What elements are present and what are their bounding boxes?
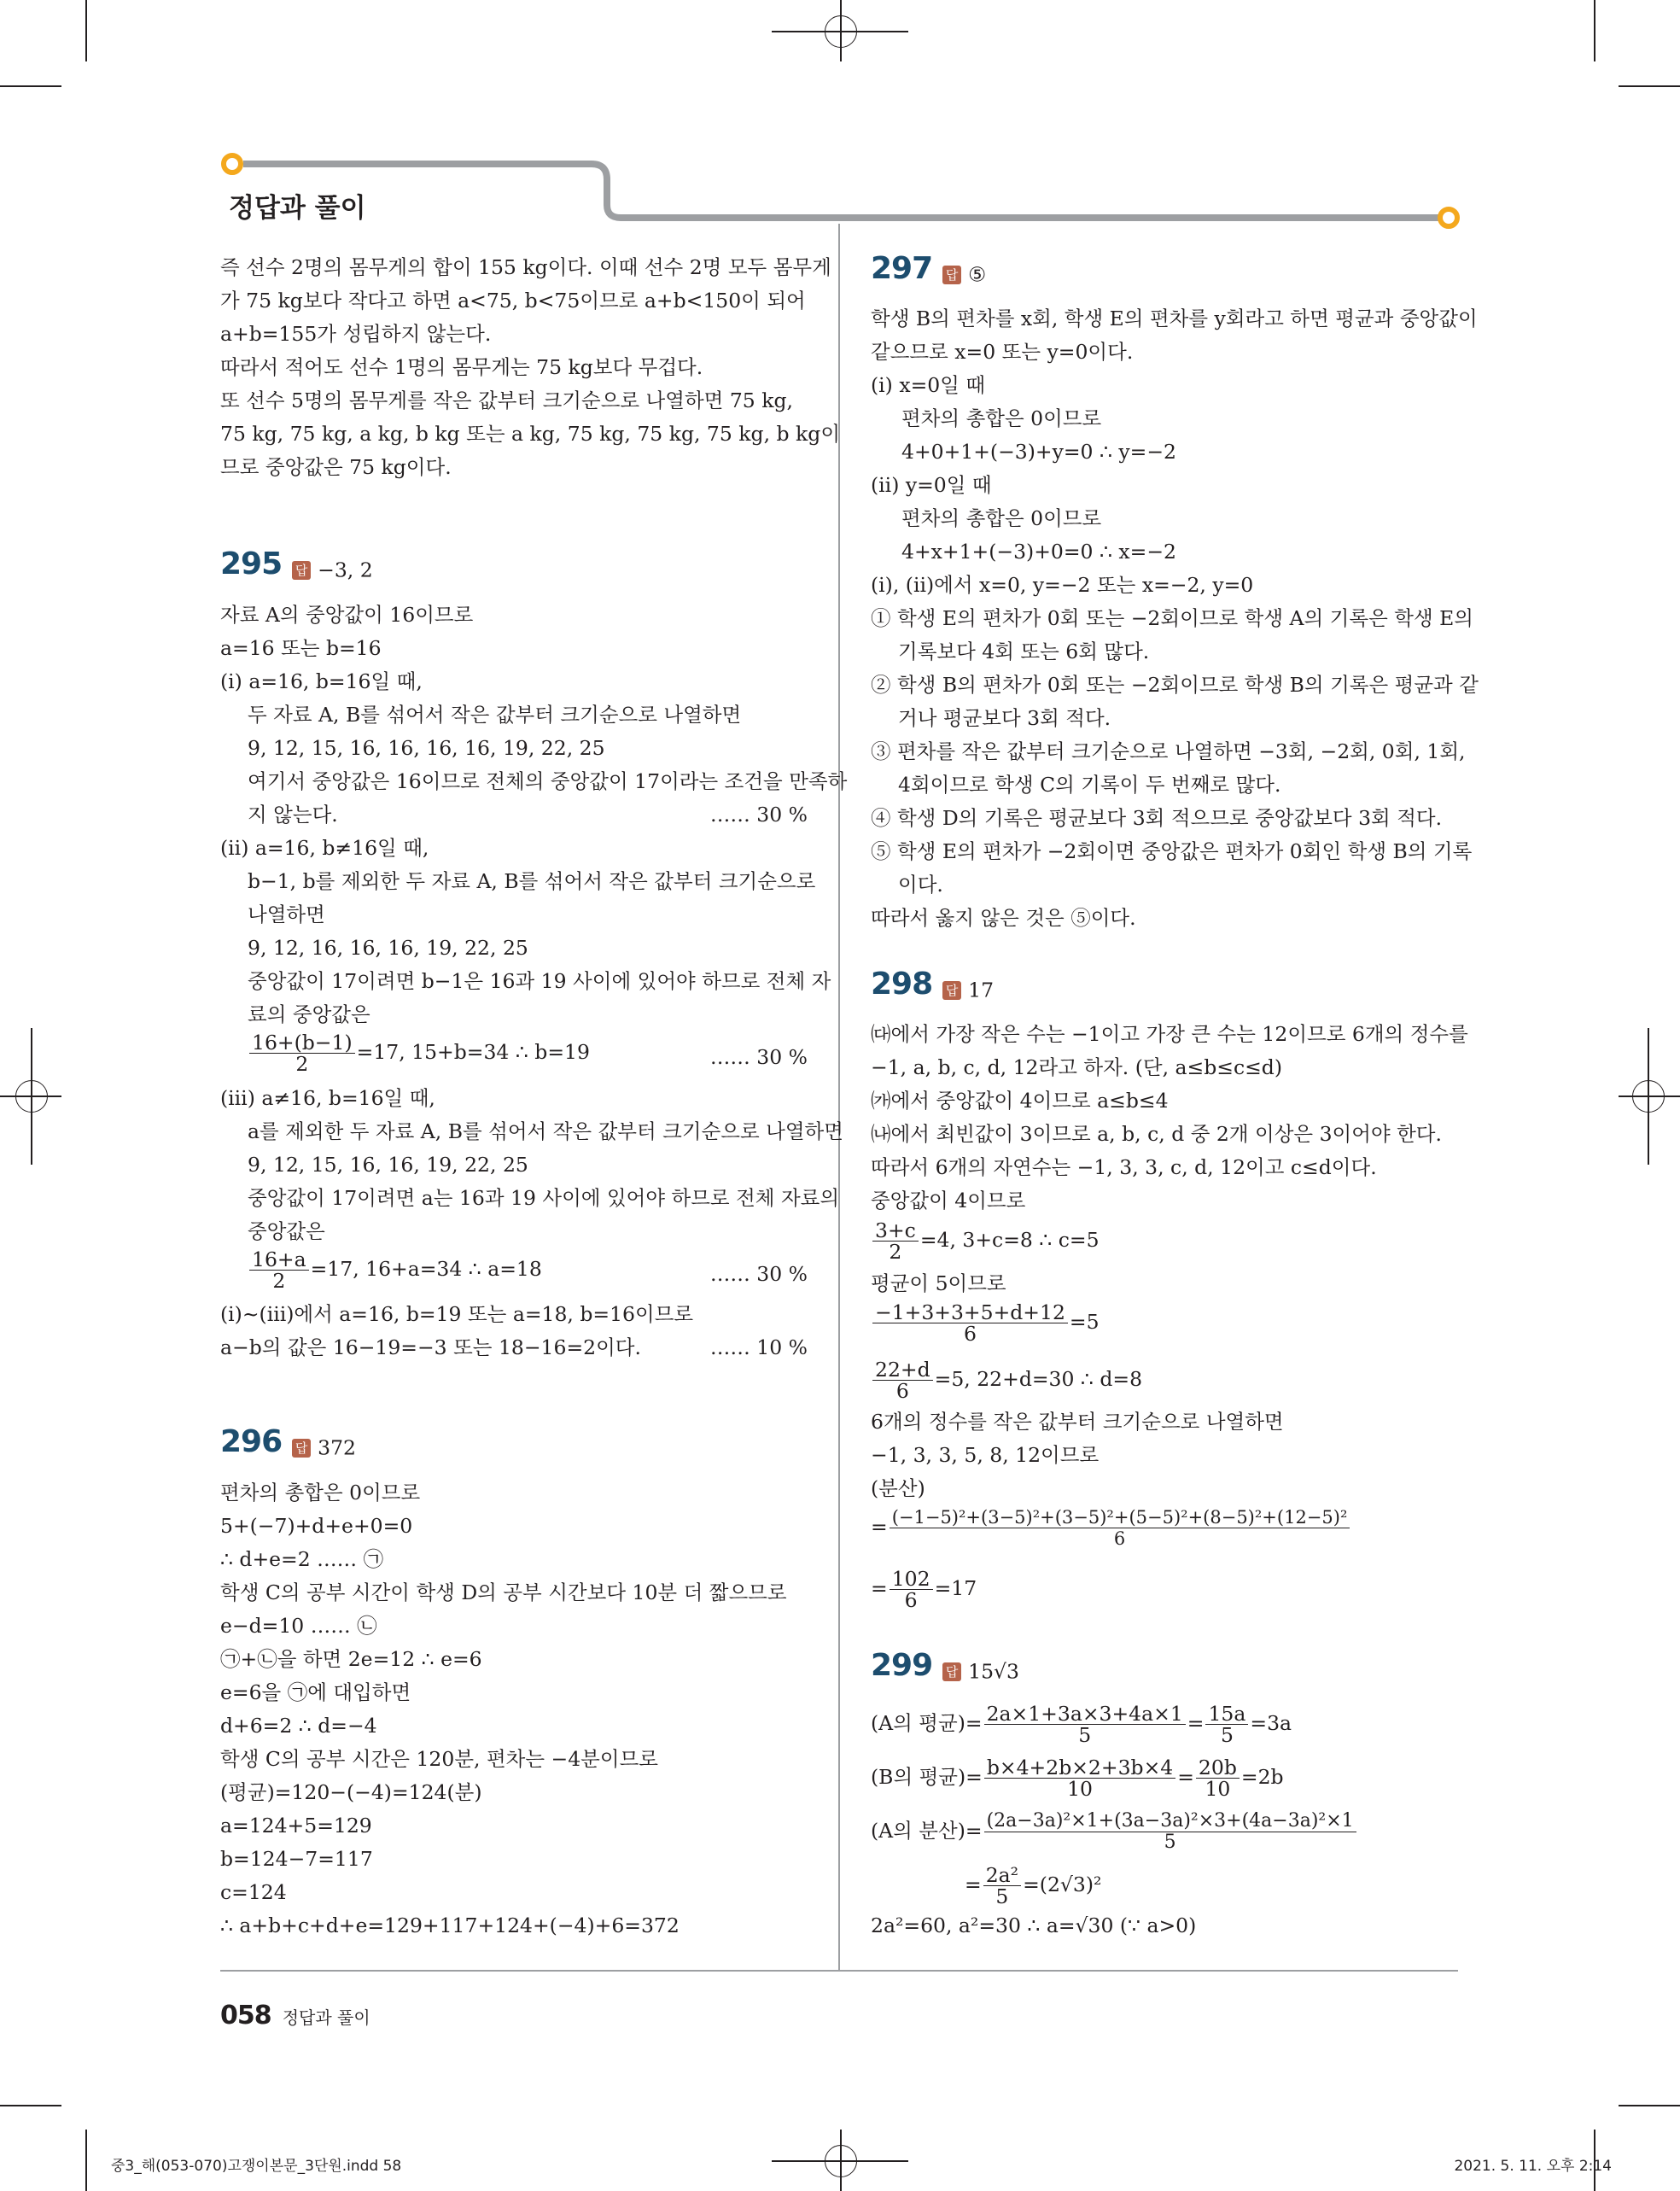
text-line: a−b의 값은 16−19=−3 또는 18−16=2이다. — [220, 1335, 641, 1359]
text-line: 5+(−7)+d+e+0=0 — [220, 1514, 413, 1538]
problem-header-298 — [871, 967, 994, 1002]
text-line: e−d=10 …… ㉡ — [220, 1614, 377, 1638]
text-line: 가 75 kg보다 작다고 하면 a<75, b<75이므로 a+b<150이 되어 — [220, 289, 806, 313]
text-line: 중앙값이 17이려면 a는 16과 19 사이에 있어야 하므로 전체 자료의 — [248, 1186, 840, 1210]
equation-line: = $\frac{\text{(−1−5)²+(3−5)²+(3−5)²+(5−5)²+(8−5)²+(12−5)²}}{6}$ — [871, 1506, 1351, 1549]
fraction: $\frac{20b}{10}$ — [1196, 1757, 1240, 1799]
equation-line: (B의 평균)= $\frac{b\times 4+2b\times 2+3b\times 4}{10}$ = $\frac{20b}{10}$ =2b — [871, 1756, 1284, 1801]
equation-line: $\frac{16+a}{2}$ =17, 16+a=34 ∴ a=18 — [220, 1248, 542, 1291]
answer-value: 17 — [968, 978, 995, 1002]
text-line: 따라서 6개의 자연수는 −1, 3, 3, c, d, 12이고 c≤d이다. — [871, 1155, 1377, 1179]
text-line: 료의 중앙값은 — [248, 1002, 370, 1026]
score-percent: …… 30 % — [709, 1045, 808, 1069]
answer-badge: 답 — [942, 981, 961, 1000]
problem-header-295 — [220, 546, 373, 582]
text-line: (ⅰ) a=16, b=16일 때, — [220, 669, 423, 693]
text-line: 같으므로 x=0 또는 y=0이다. — [871, 340, 1134, 364]
text-line: (ⅱ) a=16, b≠16일 때, — [220, 836, 429, 860]
problem-header-296 — [220, 1424, 356, 1460]
registration-line — [1648, 1028, 1649, 1165]
fraction: $\frac{16+a}{2}$ — [249, 1249, 309, 1291]
text-line: 중앙값은 — [248, 1219, 325, 1243]
score-percent: …… 10 % — [709, 1335, 808, 1359]
fraction: $\frac{16+(b-1)}{2}$ — [249, 1032, 355, 1074]
text-line: c=124 — [220, 1880, 287, 1904]
text-line: 학생 C의 공부 시간이 학생 D의 공부 시간보다 10분 더 짧으므로 — [220, 1580, 787, 1604]
answer-badge: 답 — [292, 561, 311, 580]
answer-badge: 답 — [942, 266, 961, 284]
text-line: 학생 C의 공부 시간은 120분, 편차는 −4분이므로 — [220, 1747, 658, 1771]
text-line: (ⅰ), (ⅱ)에서 x=0, y=−2 또는 x=−2, y=0 — [871, 573, 1254, 597]
page-footer — [220, 2001, 370, 2030]
text-line: a를 제외한 두 자료 A, B를 섞어서 작은 값부터 크기순으로 나열하면 — [248, 1119, 843, 1143]
text-line: 75 kg, 75 kg, a kg, b kg 또는 a kg, 75 kg, 75 kg, 75 kg, b kg이 — [220, 422, 841, 446]
equation-line: $\frac{16+(b-1)}{2}$ =17, 15+b=34 ∴ b=19 — [220, 1031, 590, 1074]
text-line: 평균이 5이므로 — [871, 1271, 1006, 1295]
text-line: −1, 3, 3, 5, 8, 12이므로 — [871, 1443, 1100, 1467]
text-line: a=16 또는 b=16 — [220, 636, 382, 660]
crop-mark — [0, 2105, 61, 2106]
problem-header-299 — [871, 1648, 1019, 1684]
answer-value: 372 — [318, 1435, 357, 1460]
page-number: 058 — [220, 2001, 271, 2030]
answer-value: −3, 2 — [318, 558, 373, 582]
registration-line — [31, 1028, 32, 1165]
bottom-rule — [220, 1970, 1458, 1972]
text-line: 여기서 중앙값은 16이므로 전체의 중앙값이 17이라는 조건을 만족하 — [248, 769, 848, 793]
text-line: 따라서 옳지 않은 것은 ⑤이다. — [871, 906, 1136, 930]
equation-line: $\frac{-1+3+3+5+d+12}{6}$ =5 — [871, 1301, 1100, 1344]
text-line: 6개의 정수를 작은 값부터 크기순으로 나열하면 — [871, 1410, 1284, 1434]
score-percent: …… 30 % — [709, 803, 808, 827]
equation-line: (A의 평균)= $\frac{2a\times 1+3a\times 3+4a\times 1}{5}$ = $\frac{15a}{5}$ =3a — [871, 1702, 1292, 1747]
file-info: 중3_해(053-070)고쟁이본문_3단원.indd 58 — [111, 2158, 402, 2175]
fraction: $\frac{-1+3+3+5+d+12}{6}$ — [872, 1302, 1068, 1344]
text-line: ② 학생 B의 편차가 0회 또는 −2회이므로 학생 B의 기록은 평균과 같 — [871, 673, 1479, 697]
text-line: ③ 편차를 작은 값부터 크기순으로 나열하면 −3회, −2회, 0회, 1회, — [871, 739, 1466, 763]
fraction: $\frac{22+d}{6}$ — [872, 1359, 933, 1401]
text-line: 즉 선수 2명의 몸무게의 합이 155 kg이다. 이때 선수 2명 모두 몸무게 — [220, 255, 831, 279]
text-line: 두 자료 A, B를 섞어서 작은 값부터 크기순으로 나열하면 — [248, 703, 742, 727]
text-line: (ⅰ) x=0일 때 — [871, 373, 986, 397]
equation-line: = $\frac{102}{6}$ =17 — [871, 1567, 977, 1612]
problem-number: 295 — [220, 546, 283, 581]
text-line: 9, 12, 15, 16, 16, 16, 16, 19, 22, 25 — [248, 736, 605, 760]
text-line: 2a²=60, a²=30 ∴ a=√30 (∵ a>0) — [871, 1913, 1197, 1937]
text-line: 9, 12, 15, 16, 16, 19, 22, 25 — [248, 1153, 528, 1177]
text-line: (평균)=120−(−4)=124(분) — [220, 1780, 482, 1804]
text-line: ⑤ 학생 E의 편차가 −2회이면 중앙값은 편차가 0회인 학생 B의 기록 — [871, 839, 1473, 863]
fraction: $\frac{2a\times 1+3a\times 3+4a\times 1}{5}$ — [984, 1703, 1186, 1745]
crop-mark — [1619, 2105, 1680, 2106]
text-line: ∴ a+b+c+d+e=129+117+124+(−4)+6=372 — [220, 1913, 680, 1937]
text-line: 나열하면 — [248, 903, 325, 926]
column-divider — [838, 224, 840, 1971]
text-line: b=124−7=117 — [220, 1847, 373, 1871]
text-line: 이다. — [898, 873, 943, 897]
equation-line: $\frac{22+d}{6}$ =5, 22+d=30 ∴ d=8 — [871, 1358, 1142, 1401]
text-line: ㈏에서 최빈값이 3이므로 a, b, c, d 중 2개 이상은 3이어야 한다. — [871, 1122, 1442, 1146]
problem-header-297 — [871, 251, 986, 287]
fraction: $\frac{\text{(−1−5)²+(3−5)²+(3−5)²+(5−5)²+(8−5)²+(12−5)²}}{6}$ — [890, 1507, 1350, 1549]
answer-value: ⑤ — [968, 262, 987, 287]
text-line: 거나 평균보다 3회 적다. — [898, 706, 1111, 730]
text-line: (분산) — [871, 1476, 925, 1500]
problem-number: 299 — [871, 1648, 933, 1683]
registration-line — [1619, 1096, 1680, 1097]
fraction: $\frac{b\times 4+2b\times 2+3b\times 4}{10}$ — [984, 1757, 1175, 1799]
right-column — [871, 0, 1479, 1964]
text-line: −1, a, b, c, d, 12라고 하자. (단, a≤b≤c≤d) — [871, 1055, 1283, 1079]
text-line: 4회이므로 학생 C의 기록이 두 번째로 많다. — [898, 773, 1281, 797]
text-line: a+b=155가 성립하지 않는다. — [220, 322, 492, 346]
crop-mark — [1619, 85, 1680, 87]
fraction: $\frac{3+c}{2}$ — [872, 1220, 919, 1262]
text-line: ① 학생 E의 편차가 0회 또는 −2회이므로 학생 A의 기록은 학생 E의 — [871, 606, 1473, 630]
text-line: 4+0+1+(−3)+y=0 ∴ y=−2 — [901, 440, 1177, 464]
text-line: a=124+5=129 — [220, 1814, 372, 1838]
crop-mark — [1594, 0, 1595, 61]
equation-line: $\frac{3+c}{2}$ =4, 3+c=8 ∴ c=5 — [871, 1219, 1100, 1262]
text-line: ㈎에서 중앙값이 4이므로 a≤b≤4 — [871, 1089, 1169, 1113]
text-line: d+6=2 ∴ d=−4 — [220, 1714, 377, 1738]
print-date: 2021. 5. 11. 오후 2:14 — [1454, 2158, 1612, 2175]
text-line: 중앙값이 17이려면 b−1은 16과 19 사이에 있어야 하므로 전체 자 — [248, 969, 831, 993]
fraction: $\frac{15a}{5}$ — [1205, 1703, 1248, 1745]
text-line: (ⅱ) y=0일 때 — [871, 473, 992, 497]
text-line: 편차의 총합은 0이므로 — [220, 1481, 421, 1504]
text-line: b−1, b를 제외한 두 자료 A, B를 섞어서 작은 값부터 크기순으로 — [248, 869, 816, 893]
left-column — [220, 0, 848, 1964]
text-line: (ⅲ) a≠16, b=16일 때, — [220, 1086, 435, 1110]
text-line: e=6을 ㉠에 대입하면 — [220, 1680, 411, 1704]
text-line: 편차의 총합은 0이므로 — [901, 506, 1102, 530]
equation-line: = $\frac{\text{2a²}}{5}$ =(2√3)² — [965, 1863, 1102, 1908]
footer-label: 정답과 풀이 — [282, 2007, 370, 2028]
text-line: ㉠+㉡을 하면 2e=12 ∴ e=6 — [220, 1647, 482, 1671]
fraction: $\frac{102}{6}$ — [890, 1569, 933, 1610]
text-line: 또 선수 5명의 몸무게를 작은 값부터 크기순으로 나열하면 75 kg, — [220, 389, 793, 412]
text-line: ④ 학생 D의 기록은 평균보다 3회 적으므로 중앙값보다 3회 적다. — [871, 806, 1443, 830]
text-line: ㈐에서 가장 작은 수는 −1이고 가장 큰 수는 12이므로 6개의 정수를 — [871, 1022, 1468, 1046]
answer-badge: 답 — [942, 1662, 961, 1681]
fraction: $\frac{\text{2a²}}{5}$ — [983, 1865, 1021, 1907]
text-line: 기록보다 4회 또는 6회 많다. — [898, 640, 1150, 663]
text-line: 편차의 총합은 0이므로 — [901, 406, 1102, 430]
text-line: 므로 중앙값은 75 kg이다. — [220, 455, 452, 479]
text-line: (ⅰ)~(ⅲ)에서 a=16, b=19 또는 a=18, b=16이므로 — [220, 1302, 694, 1326]
text-line: 9, 12, 16, 16, 16, 19, 22, 25 — [248, 936, 528, 960]
registration-line — [840, 0, 842, 61]
problem-number: 296 — [220, 1424, 283, 1459]
problem-number: 297 — [871, 251, 933, 286]
registration-line — [840, 2130, 842, 2191]
fraction: $\frac{\text{(2a−3a)²×1+(3a−3a)²×3+(4a−3a)²×1}}{5}$ — [984, 1811, 1356, 1853]
text-line: 중앙값이 4이므로 — [871, 1189, 1026, 1212]
text-line: ∴ d+e=2 …… ㉠ — [220, 1547, 384, 1571]
crop-mark — [85, 0, 87, 61]
answer-value: 15√3 — [968, 1659, 1019, 1684]
text-line: 학생 B의 편차를 x회, 학생 E의 편차를 y회라고 하면 평균과 중앙값이 — [871, 307, 1478, 330]
text-line: 따라서 적어도 선수 1명의 몸무게는 75 kg보다 무겁다. — [220, 355, 703, 379]
text-line: 지 않는다. — [248, 803, 338, 827]
page-title: 정답과 풀이 — [229, 193, 366, 224]
text-line: 자료 A의 중앙값이 16이므로 — [220, 603, 474, 627]
equation-line: (A의 분산)= $\frac{\text{(2a−3a)²×1+(3a−3a)²×3+(4a−3a)²×1}}{5}$ — [871, 1810, 1358, 1853]
answer-badge: 답 — [292, 1439, 311, 1458]
crop-mark — [0, 85, 61, 87]
text-line: 4+x+1+(−3)+0=0 ∴ x=−2 — [901, 540, 1176, 564]
score-percent: …… 30 % — [709, 1262, 808, 1286]
problem-number: 298 — [871, 967, 933, 1002]
crop-mark — [85, 2130, 87, 2191]
